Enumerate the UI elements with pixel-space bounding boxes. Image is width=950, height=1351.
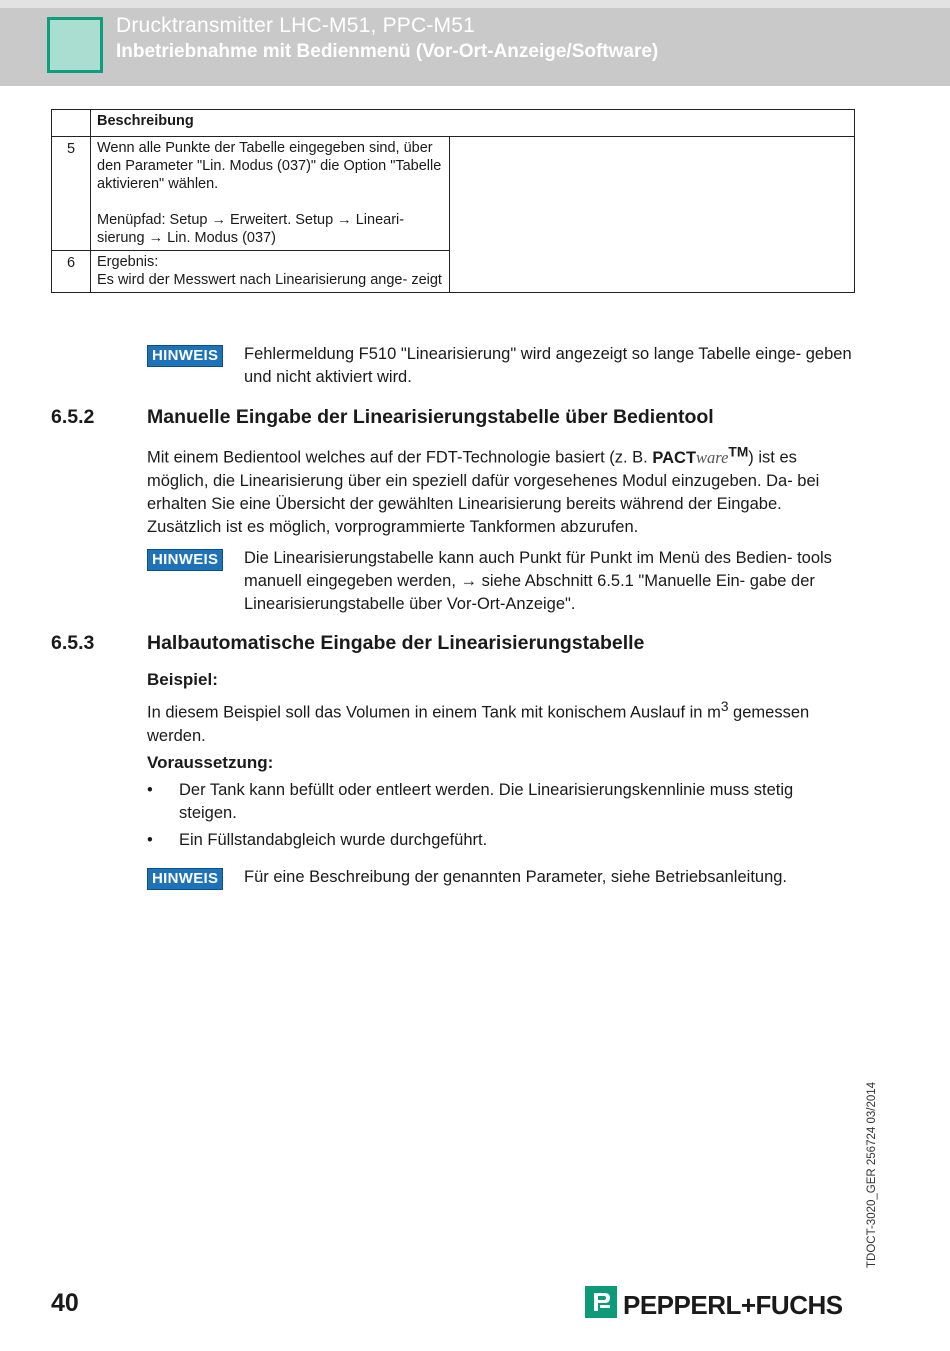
section-title: Manuelle Eingabe der Linearisierungstabelle über Bedientool <box>147 406 714 428</box>
section-number: 6.5.2 <box>51 406 95 428</box>
prerequisite-label: Voraussetzung: <box>147 753 274 772</box>
logo-text: PEPPERL+FUCHS <box>623 1290 843 1320</box>
ware-text: ware <box>696 447 729 467</box>
document-reference-text: TDOCT-3020_GER 256724 03/2014 <box>866 1081 878 1268</box>
menu-path: Menüpfad: Setup → Erweitert. Setup → Lineari- sierung → Lin. Modus (037) <box>97 212 405 246</box>
page-number: 40 <box>51 1289 79 1317</box>
pact-text: PACT <box>652 448 697 467</box>
list-item-text: Ein Füllstandabgleich wurde durchgeführt. <box>179 831 488 849</box>
result-text: Es wird der Messwert nach Linearisierung ange- zeigt <box>97 272 442 288</box>
document-subtitle: Inbetriebnahme mit Bedienmenü (Vor-Ort-Anzeige/Software) <box>116 41 659 62</box>
note-text: Für eine Beschreibung der genannten Parameter, siehe Betriebsanleitung. <box>244 868 788 886</box>
bullet-icon: • <box>147 781 153 799</box>
document-title: Drucktransmitter LHC-M51, PPC-M51 <box>116 14 476 37</box>
logo-mark-icon <box>585 1286 617 1318</box>
company-logo <box>585 1286 857 1322</box>
trademark-sup: TM <box>728 444 749 459</box>
table-header-number-cell <box>52 110 91 137</box>
example-label: Beispiel: <box>147 670 218 689</box>
document-reference <box>866 1020 882 1270</box>
hinweis-badge: HINWEIS <box>147 549 223 571</box>
result-label: Ergebnis: <box>97 254 159 270</box>
superscript-3: 3 <box>720 699 729 714</box>
header-top-line <box>0 0 950 8</box>
page-header <box>0 0 950 86</box>
example-paragraph <box>147 695 852 748</box>
paragraph-text: Mit einem Bedientool welches auf der FDT-Technologie basiert (z. B. <box>147 448 653 467</box>
table-row-text <box>91 251 450 293</box>
list-item-text: Der Tank kann befüllt oder entleert werden. Die Linearisierungskennlinie muss stetig steigen. <box>179 781 794 822</box>
hinweis-badge: HINWEIS <box>147 345 223 367</box>
step-text: Wenn alle Punkte der Tabelle eingegeben sind, über den Parameter "Lin. Modus (037)" die Option "Tabelle aktivieren" wählen. <box>97 140 442 192</box>
table-row <box>52 137 855 251</box>
section-heading-653 <box>51 632 644 655</box>
pactware-brand <box>652 444 749 467</box>
section-heading-652 <box>51 406 714 429</box>
table-row-text <box>91 137 450 251</box>
table-row-number: 5 <box>52 137 91 251</box>
section-number: 6.5.3 <box>51 632 95 654</box>
hinweis-badge: HINWEIS <box>147 868 223 890</box>
description-table <box>51 109 855 293</box>
section-title: Halbautomatische Eingabe der Linearisierungstabelle <box>147 632 645 654</box>
table-image-cell <box>450 137 855 293</box>
example-text-continued: gemessen werden. <box>147 703 810 745</box>
bullet-icon: • <box>147 831 153 849</box>
note-text: Die Linearisierungstabelle kann auch Punkt für Punkt im Menü des Bedien- tools manuell eingegeben werden, → siehe Abschnitt 6.5.1 "Manuelle Ein- gabe der Linearisierungstabelle über Vor-Ort-Anzeige". <box>244 549 832 613</box>
logo-pf-icon <box>585 1286 617 1318</box>
section-652-paragraph <box>147 440 852 539</box>
table-row-number: 6 <box>52 251 91 293</box>
table-header-row <box>52 110 855 137</box>
table-header-label: Beschreibung <box>91 110 855 137</box>
paragraph-text-continued: ) ist es möglich, die Linearisierung über ein speziell dafür vorgesehenes Modul einzugeben. Da- bei erhalten Sie eine Übersicht der gewählten Linearisierung bereits während der Eingabe. Zusätzlich ist es möglich, vorprogrammierte Tankformen abzurufen. <box>147 448 820 536</box>
header-color-square <box>47 17 103 73</box>
example-text: In diesem Beispiel soll das Volumen in einem Tank mit konischem Auslauf in m <box>147 703 721 722</box>
note-text: Fehlermeldung F510 "Linearisierung" wird angezeigt so lange Tabelle einge- geben und nicht aktiviert wird. <box>244 345 852 386</box>
